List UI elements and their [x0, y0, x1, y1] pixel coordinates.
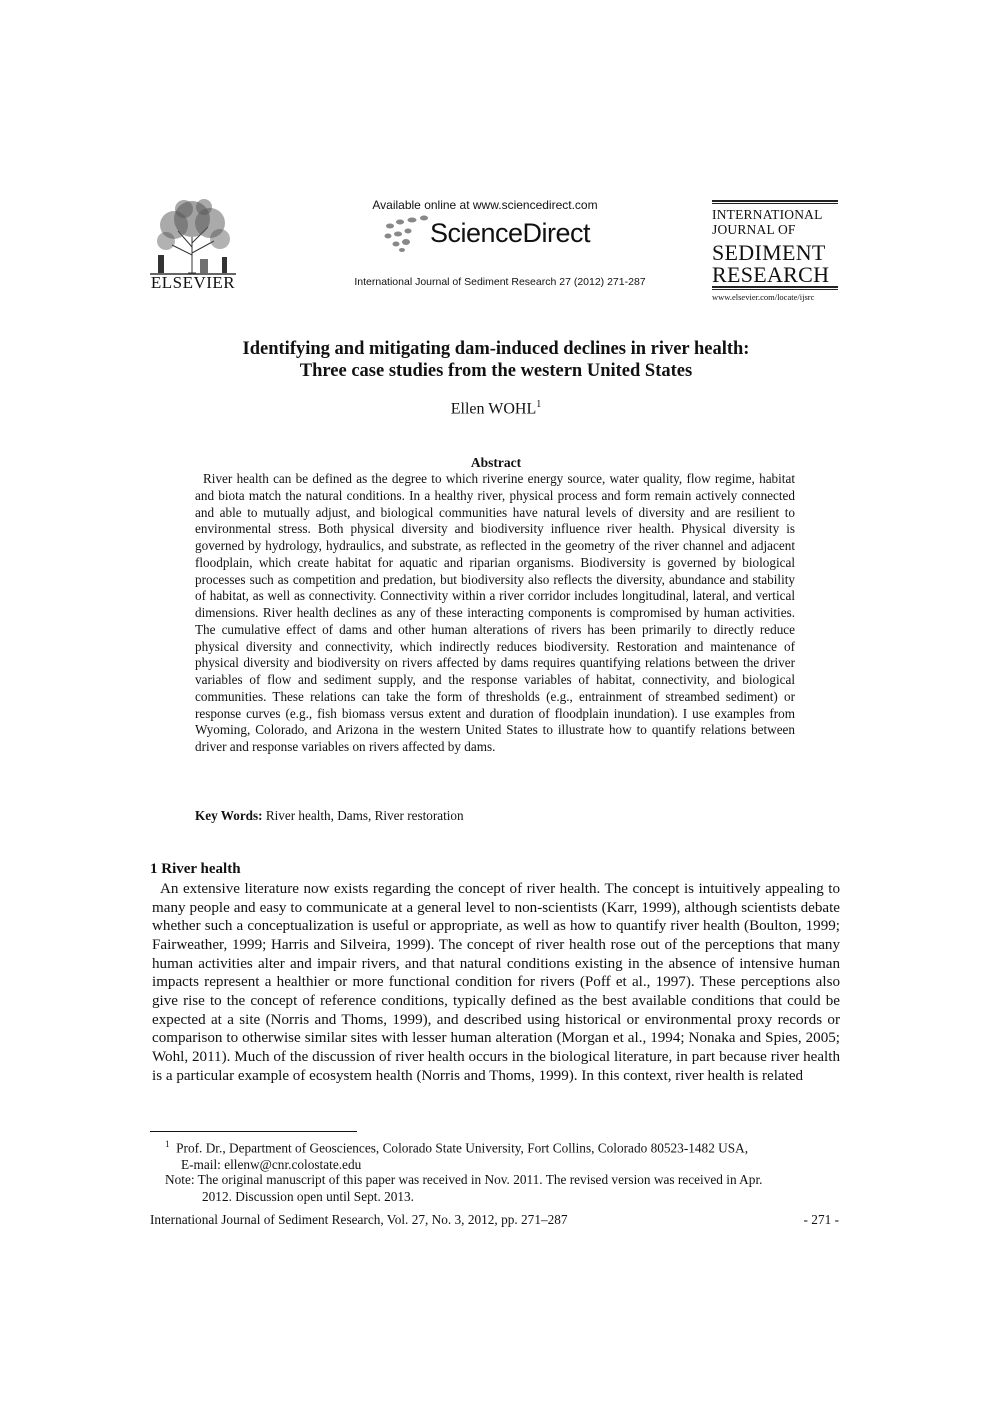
footnote-divider	[150, 1131, 357, 1132]
journal-logo	[712, 200, 838, 302]
sciencedirect-wordmark: ScienceDirect	[430, 218, 591, 248]
journal-reference: International Journal of Sediment Research 27 (2012) 271-287	[354, 276, 646, 288]
section-body-text: An extensive literature now exists regarding the concept of river health. The concept is intuitively appealing to many people and easy to communicate at a general level to non-scientists (Karr, 1999), although scientists debate whether such a conceptualization is useful or appropriate, as well as how to quantify river health (Boulton, 1999; Fairweather, 1999; Harris and Silveira, 1999). The concept of river health rose out of the perceptions that many human activities alter and impair rivers, and that natural conditions existing in the absence of intensive human impacts represent a healthier or more functional condition for rivers (Poff et al., 1997). These perceptions also give rise to the concept of reference conditions, typically defined as the best available conditions that could be expected at a site (Norris and Thoms, 1999), and described using historical or environmental proxy records or comparison to otherwise similar sites with lesser human alteration (Morgan et al., 1994; Nonaka and Spies, 2005; Wohl, 2011). Much of the discussion of river health occurs in the biological literature, in part because river health is a particular example of ecosystem health (Norris and Thoms, 1999). In this context, river health is related	[152, 881, 840, 1084]
abstract-heading: Abstract	[470, 455, 522, 470]
sciencedirect-dots-icon	[382, 212, 430, 252]
keywords	[195, 808, 795, 824]
author	[150, 399, 842, 418]
journal-logo-line4: RESEARCH	[712, 262, 830, 287]
keywords-list: River health, Dams, River restoration	[265, 808, 464, 823]
journal-logo-line3: SEDIMENT	[712, 240, 826, 265]
footnote-affiliation	[165, 1136, 845, 1173]
footnote-email: E-mail: ellenw@cnr.colostate.edu	[181, 1157, 362, 1173]
author-name: Ellen WOHL	[450, 400, 537, 418]
abstract-text: River health can be defined as the degree to which riverine energy source, water quality, flow regime, habitat and biota match the natural conditions. In a healthy river, physical process and form remain actively connected and able to mutually adjust, and biological communities have natural levels of diversity and are resilient to environmental stress. Both physical diversity and biodiversity influence river health. Physical diversity is governed by hydrology, hydraulics, and substrate, as reflected in the geometry of the river channel and adjacent floodplain, which create habitat for aquatic and riparian organisms. Biodiversity is governed by biological processes such as competition and predation, but biodiversity also reflects the diversity, abundance and stability of habitat, as well as connectivity. Connectivity within a river corridor includes longitudinal, lateral, and vertical dimensions. River health declines as any of these interacting components is compromised by human activities. The cumulative effect of dams and other human alterations of rivers has been primarily to directly reduce physical diversity and connectivity, which indirectly reduces biodiversity. Restoration and maintenance of physical diversity and biodiversity on rivers affected by dams requires quantifying relations between the driver variables of flow and sediment supply, and the response variables of habitat, connectivity, and biological communities. These relations can take the form of thresholds (e.g., entrainment of streambed sediment) or response curves (e.g., fish biomass versus extent and duration of floodplain inundation). I use examples from Wyoming, Colorado, and Arizona in the western United States to illustrate how to quantify relations between driver and response variables on rivers affected by dams.	[195, 471, 795, 754]
footnote-affiliation-line1: Prof. Dr., Department of Geosciences, Colorado State University, Fort Collins, Colorado 80523-1482 USA,	[176, 1140, 749, 1156]
keywords-label: Key Words:	[195, 808, 263, 823]
footer-citation: International Journal of Sediment Research, Vol. 27, No. 3, 2012, pp. 271–287	[150, 1212, 568, 1227]
title-line-1: Identifying and mitigating dam-induced declines in river health:	[242, 339, 750, 359]
section-heading: 1 River health	[150, 861, 241, 877]
footnote-mark: 1	[165, 1139, 170, 1149]
page-number: - 271 -	[803, 1212, 839, 1227]
journal-logo-url: www.elsevier.com/locate/ijsrc	[712, 292, 815, 302]
footnote-note	[165, 1171, 845, 1205]
publisher-wordmark: ELSEVIER	[150, 273, 236, 292]
footnote-note-line1: Note: The original manuscript of this paper was received in Nov. 2011. The revised version was received in Apr.	[165, 1172, 763, 1187]
article-title	[150, 338, 842, 382]
author-affiliation-mark: 1	[536, 399, 542, 410]
journal-logo-line1: INTERNATIONAL	[712, 207, 823, 222]
journal-logo-line2: JOURNAL OF	[712, 222, 796, 237]
footnote-note-line2: 2012. Discussion open until Sept. 2013.	[202, 1189, 415, 1204]
title-line-2: Three case studies from the western United States	[299, 361, 693, 381]
available-online-text: Available online at www.sciencedirect.com	[372, 198, 598, 212]
